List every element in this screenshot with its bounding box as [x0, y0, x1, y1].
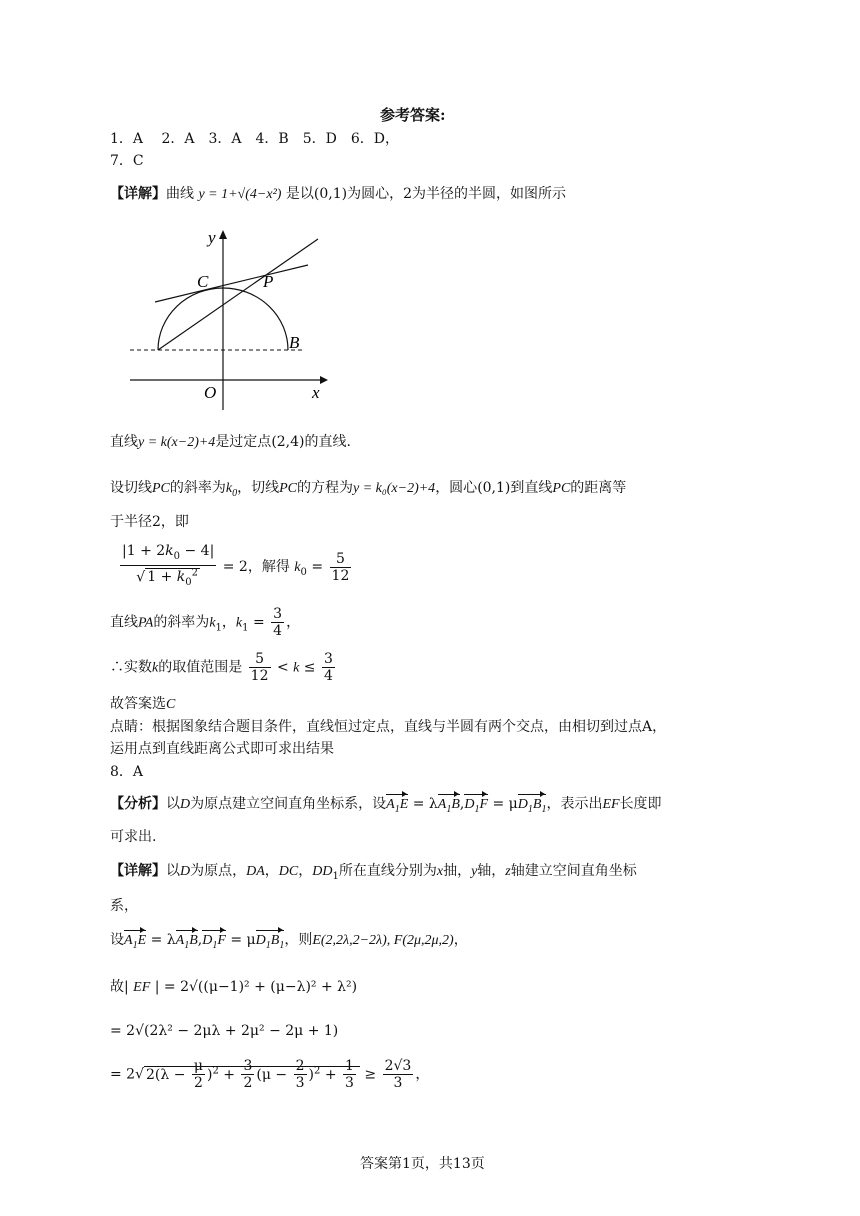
text: 轴建立空间直角坐标 — [510, 863, 637, 879]
ef-line-3: = 2√ 2(λ − $\frac{\mu}{2}$ )$^2$ + $\frac{3}{2}$ (μ − $\frac{2}{3}$ )$^2$ + $\frac{1}{3}$ ≥ $\frac{2√3}{3}$ ， — [110, 1058, 430, 1091]
text: 以 — [166, 863, 180, 879]
text: 所在直线分别为 — [338, 863, 437, 879]
label-o: O — [204, 383, 217, 402]
text: 抽， — [443, 863, 472, 879]
y-axis-arrow-icon — [219, 230, 227, 239]
text: ，表示出 — [546, 796, 603, 812]
q8-set-line: 设$A_1E = \lambda A_1B,D_1F = \mu D_1B_1$，则E(2,2λ,2−2λ), F(2μ,2μ,2)， — [110, 931, 468, 955]
pc-label: PC — [152, 481, 170, 496]
page-title: 参考答案: — [380, 106, 446, 124]
tangent-paragraph-1: 设切线PC的斜率为$k_0$，切线PC的方程为y = k₀(x−2)+4，圆心(0,1)到直线PC的距离等 — [110, 480, 627, 499]
label-y: y — [208, 228, 216, 247]
tangent-line — [155, 265, 308, 302]
text: 的取值范围是 — [158, 659, 243, 676]
semicircle-figure — [120, 225, 340, 410]
tangent-paragraph-2: 于半径2，即 — [110, 514, 189, 530]
label-c: C — [197, 272, 209, 291]
x-axis-arrow-icon — [320, 376, 328, 384]
text: 设 — [110, 932, 124, 948]
k0-value: $\frac{5}{12}$ — [331, 550, 350, 584]
text: 曲线 — [166, 186, 194, 202]
curve-equation: y = 1+√(4−x²) — [198, 187, 282, 202]
answer-line-1: 1．A 2．A 3．A 4．B 5．D 6．D， — [110, 131, 399, 147]
distance-fraction: $\frac{|1 + 2k_0 - 4|}{√ 1 + k_0^2}$ — [122, 543, 215, 589]
text: 到直线 — [510, 480, 553, 496]
sqrt-body: 2(λ − $\frac{\mu}{2}$ )$^2$ + $\frac{3}{2}$ (μ − $\frac{2}{3}$ )$^2$ + $\frac{1}{3}$ — [144, 1066, 360, 1083]
line-definition — [110, 433, 351, 452]
text: ≥ — [364, 1066, 377, 1083]
text: 的距离等 — [570, 480, 627, 496]
answer-line-2: 7．C — [110, 153, 144, 169]
min-value: $\frac{2√3}{3}$ — [384, 1058, 412, 1091]
center-point: (0,1) — [477, 480, 511, 496]
text: ∴实数 — [110, 659, 152, 676]
label-x: x — [312, 383, 320, 402]
label-b: B — [289, 333, 300, 352]
line-equation: y = k(x−2)+4 — [138, 435, 216, 450]
text: 是以 — [285, 186, 314, 202]
text: 是过定点 — [215, 434, 272, 450]
text: 轴， — [477, 863, 506, 879]
ef-expression-1: = 2√((μ−1)² + (μ−λ)² + λ²) — [163, 979, 358, 995]
text: ，切线 — [237, 480, 280, 496]
text: 的方程为 — [297, 480, 353, 496]
text: 为原点， — [190, 863, 247, 879]
k0-symbol: $k_0$ — [225, 481, 238, 499]
pa-slope: 直线PA的斜率为$k_1$，$k_1$ = $\frac{3}{4}$ ， — [110, 606, 301, 639]
text: 设切线 — [110, 480, 152, 496]
remark-line-1: 点睛：根据图象结合题目条件，直线恒过定点，直线与半圆有两个交点，由相切到过点A， — [110, 719, 667, 735]
coordinates: E(2,2λ,2−2λ), F(2μ,2μ,2) — [312, 933, 454, 948]
text: 故 — [110, 979, 124, 995]
range-lower: $\frac{5}{12}$ — [250, 651, 269, 684]
text: ，解得 — [247, 559, 290, 576]
q8-detail-2: 系， — [110, 898, 138, 914]
text: 的斜率为 — [153, 614, 210, 631]
ef-line-2: = 2√(2λ² − 2μλ + 2μ² − 2μ + 1) — [110, 1023, 339, 1039]
center-point: (0,1) — [313, 186, 348, 202]
text: 的斜率为 — [169, 480, 226, 496]
choice-letter: C — [166, 697, 176, 712]
text: 以 — [166, 796, 180, 812]
text: ，则 — [284, 932, 313, 948]
distance-equation: $\frac{|1 + 2k_0 - 4|}{√ 1 + k_0^2}$ = 2，解得 $k_0$ = $\frac{5}{12}$ — [118, 543, 353, 591]
text: 为圆心，2为半径的半圆，如图所示 — [347, 186, 567, 202]
text: 长度即 — [619, 796, 662, 812]
text: 为原点建立空间直角坐标系，设 — [190, 796, 387, 812]
detail-tag: 【详解】 — [110, 863, 166, 879]
q7-detail-line — [110, 185, 566, 204]
text: 直线 — [110, 614, 138, 631]
text: = 2 — [222, 559, 248, 576]
analysis-tag: 【分析】 — [110, 796, 166, 812]
q8-analysis-2: 可求出. — [110, 829, 157, 845]
label-p: P — [263, 272, 274, 291]
q8-label: 8．A — [110, 764, 144, 780]
text: 的直线. — [304, 434, 351, 450]
fixed-point: (2,4) — [271, 434, 305, 450]
remark-line-2: 运用点到直线距离公式即可求出结果 — [110, 741, 334, 757]
q8-detail-1: 【详解】以D为原点，DA，DC，$DD_1$所在直线分别为x抽，y轴，z轴建立空间直角坐标 — [110, 863, 637, 882]
range-upper: $\frac{3}{4}$ — [324, 651, 333, 684]
k1-value: $\frac{3}{4}$ — [273, 606, 283, 639]
text: ，圆心 — [435, 480, 478, 496]
text: 直线 — [110, 434, 138, 450]
q8-analysis-1: 【分析】以D为原点建立空间直角坐标系，设$A_1E = \lambda A_1B,D_1F = \mu D_1B_1$，表示出EF长度即 — [110, 795, 662, 819]
text: 故答案选 — [110, 696, 166, 712]
ef-line-1: 故| EF | = 2√((μ−1)² + (μ−λ)² + λ²) — [110, 979, 358, 995]
k-range: ∴实数k的取值范围是 $\frac{5}{12}$ < k ≤ $\frac{3}{4}$ — [110, 651, 333, 684]
page-footer: 答案第1页，共13页 — [360, 1156, 485, 1172]
tangent-equation: y = k₀(x−2)+4 — [353, 481, 436, 496]
choose-line — [110, 695, 175, 714]
detail-tag: 【详解】 — [110, 186, 166, 202]
